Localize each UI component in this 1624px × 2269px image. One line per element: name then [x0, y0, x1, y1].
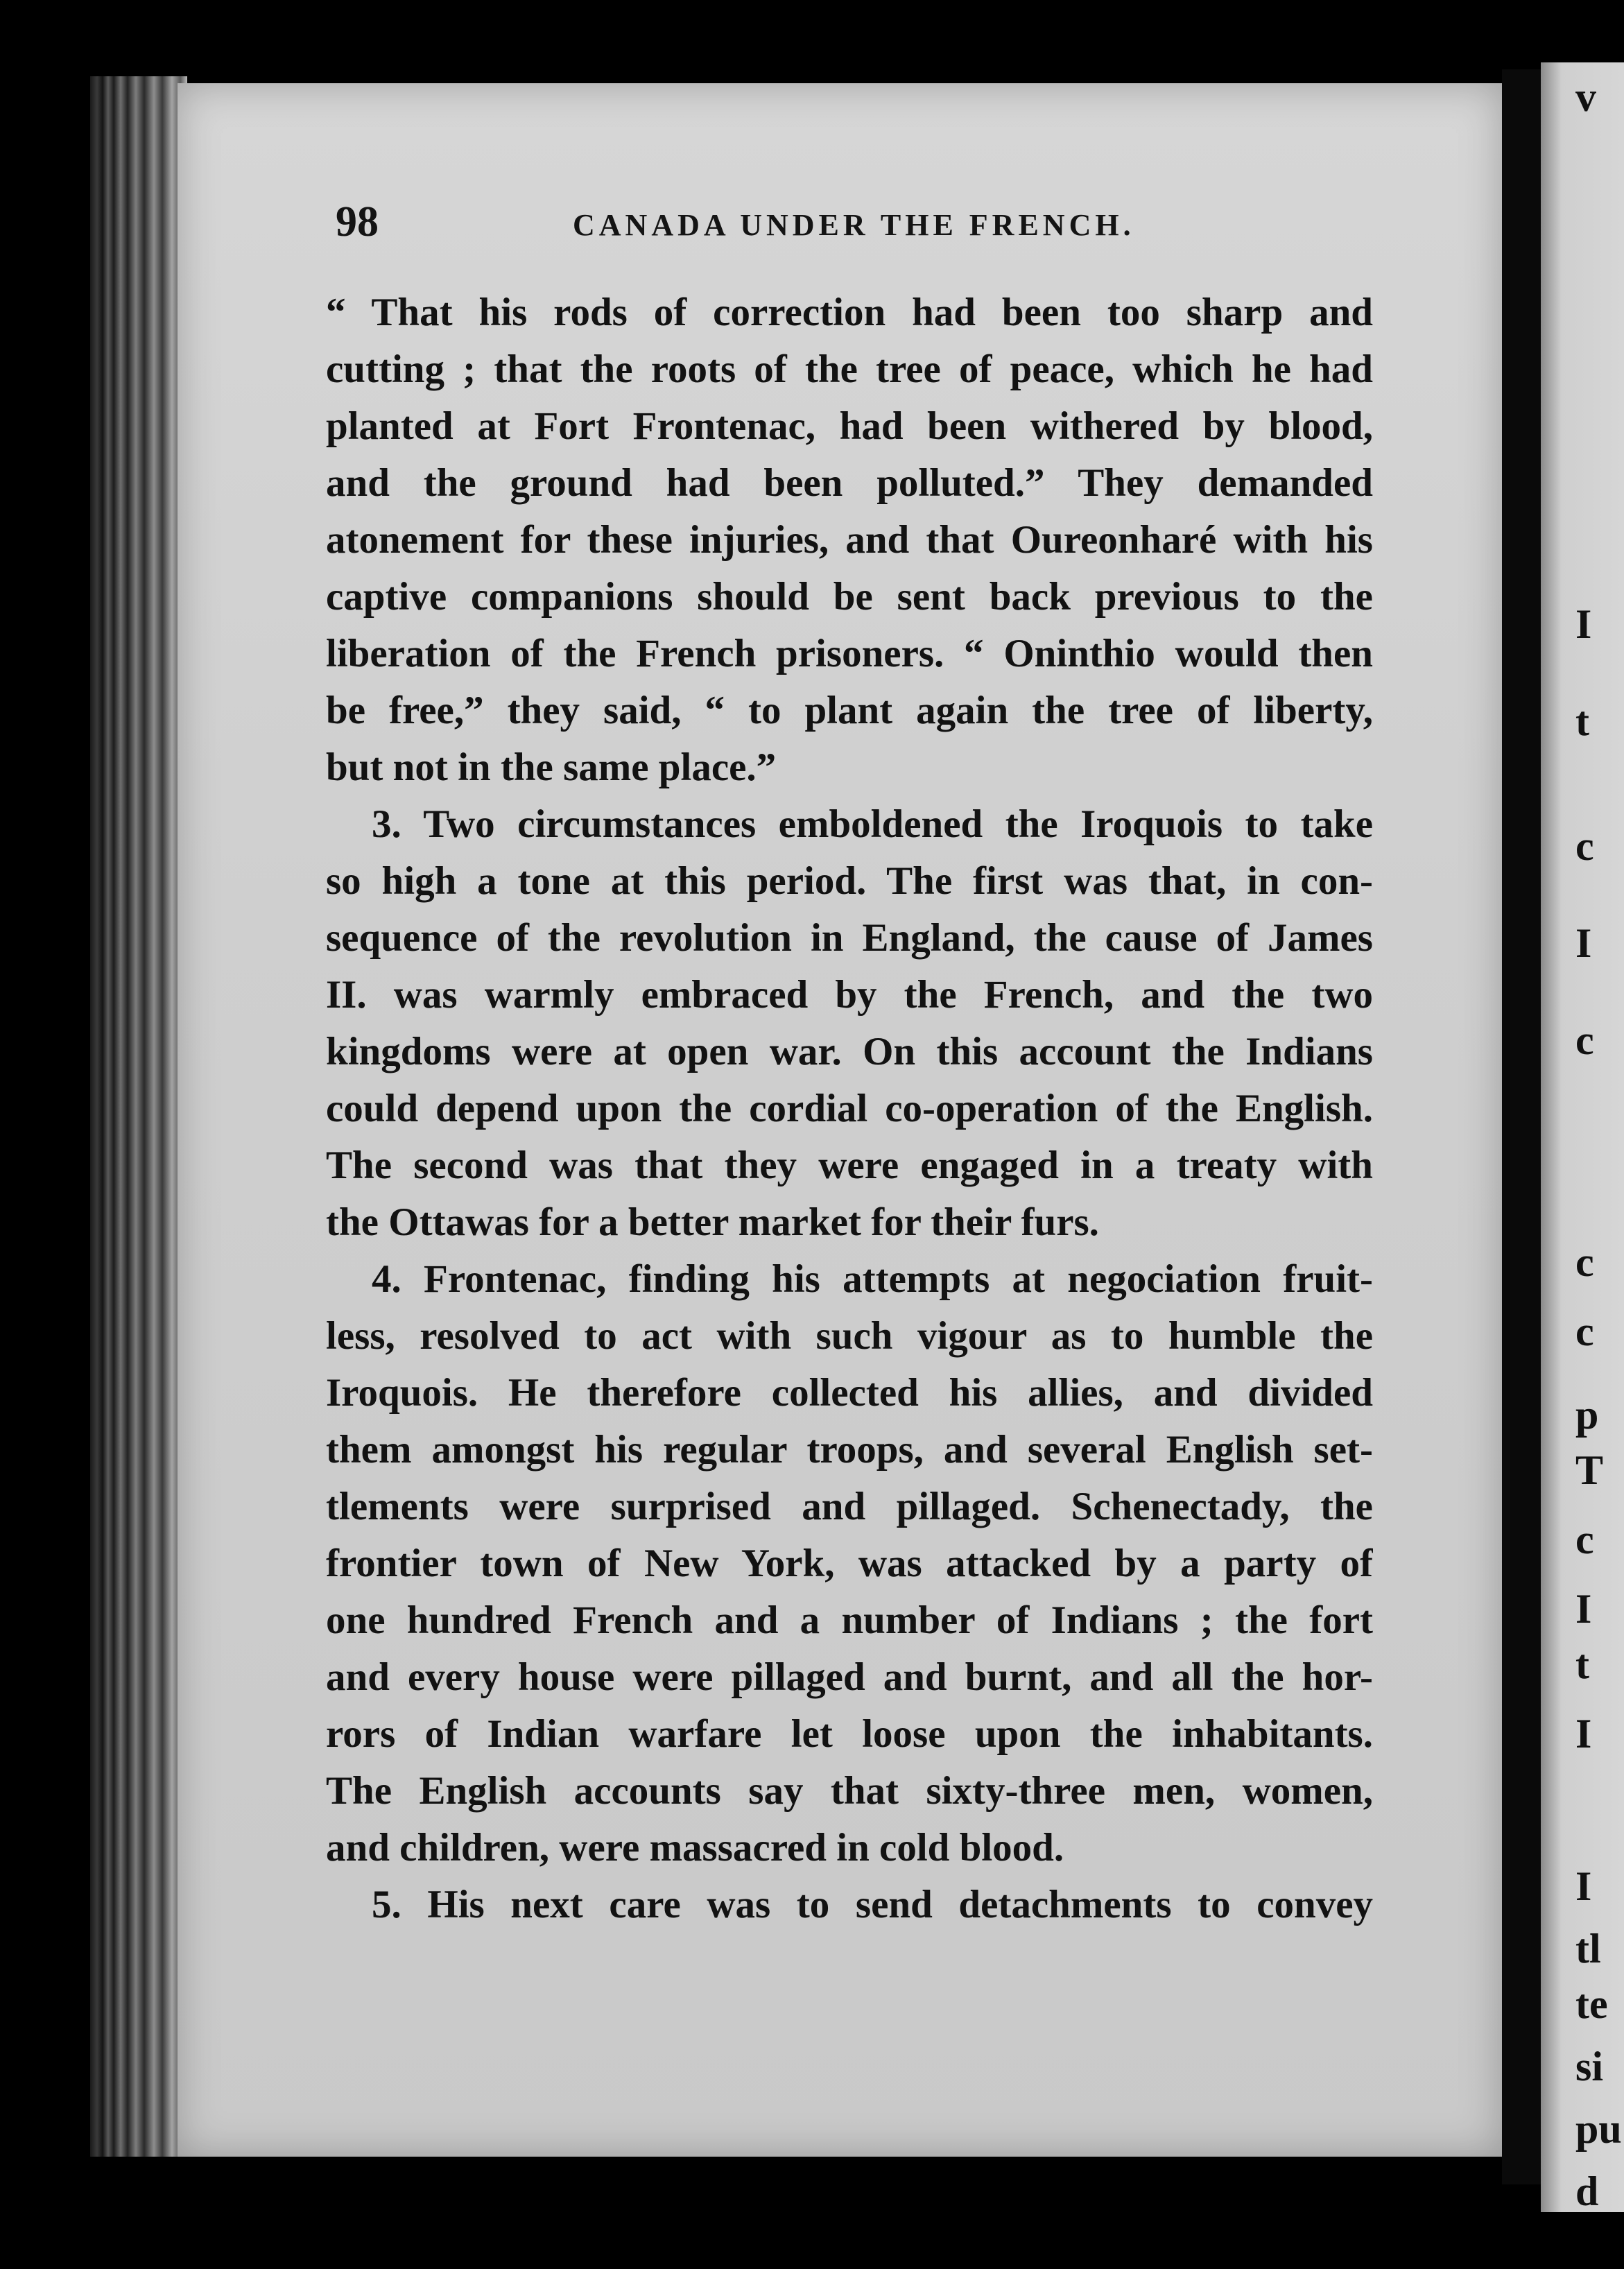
facing-page-fragment: c: [1575, 1239, 1594, 1285]
facing-page-fragment: v: [1575, 74, 1596, 120]
facing-page-fragment: c: [1575, 1017, 1594, 1063]
facing-page-fragment: te: [1575, 1981, 1608, 2027]
text-line: sequence of the revolution in England, the cause of James: [326, 916, 1373, 960]
text-line: planted at Fort Frontenac, had been withered by blood,: [326, 404, 1373, 448]
facing-page-fragment: tl: [1575, 1926, 1601, 1972]
text-line: but not in the same place.”: [326, 745, 777, 789]
facing-page-fragment: c: [1575, 823, 1594, 869]
page-number: 98: [336, 198, 379, 245]
facing-page-fragment: I: [1575, 1586, 1592, 1632]
text-line: 4. Frontenac, finding his attempts at negociation fruit-: [372, 1257, 1373, 1301]
facing-page-fragment: I: [1575, 1863, 1592, 1909]
text-line: and children, were massacred in cold blood.: [326, 1826, 1064, 1870]
body-text: [326, 284, 1373, 1933]
text-line: atonement for these injuries, and that Oureonharé with his: [326, 518, 1373, 562]
text-line: so high a tone at this period. The first was that, in con-: [326, 859, 1373, 903]
text-line: II. was warmly embraced by the French, and the two: [326, 973, 1373, 1017]
text-line: them amongst his regular troops, and several English set-: [326, 1428, 1373, 1472]
text-line: The English accounts say that sixty-three men, women,: [326, 1769, 1373, 1813]
text-line: and every house were pillaged and burnt, and all the hor-: [326, 1655, 1373, 1699]
facing-page-fragment: p: [1575, 1392, 1599, 1438]
text-line: be free,” they said, “ to plant again the tree of liberty,: [326, 689, 1373, 732]
text-line: captive companions should be sent back previous to the: [326, 575, 1373, 619]
running-head: CANADA UNDER THE FRENCH.: [573, 208, 1135, 242]
page-header: [336, 198, 1376, 253]
text-line: one hundred French and a number of Indians ; the fort: [326, 1598, 1373, 1642]
text-line: 5. His next care was to send detachments to convey: [372, 1883, 1373, 1926]
facing-page-fragment: d: [1575, 2168, 1599, 2214]
facing-page-fragment: c: [1575, 1309, 1594, 1354]
facing-page-fragment: T: [1575, 1447, 1604, 1493]
text-line: “ That his rods of correction had been too sharp and: [326, 291, 1373, 334]
page-edge-stack: [90, 76, 187, 2157]
facing-page-fragment: t: [1575, 698, 1589, 744]
facing-page-fragment: I: [1575, 1711, 1592, 1757]
text-line: frontier town of New York, was attacked by a party of: [326, 1542, 1373, 1585]
text-line: kingdoms were at open war. On this account the Indians: [326, 1030, 1373, 1073]
facing-page-edge: [1541, 62, 1624, 2212]
text-line: could depend upon the cordial co-operation of the English.: [326, 1087, 1373, 1130]
text-line: Iroquois. He therefore collected his allies, and divided: [326, 1371, 1373, 1415]
facing-page-fragment: t: [1575, 1641, 1589, 1687]
text-line: less, resolved to act with such vigour as to humble the: [326, 1314, 1373, 1358]
text-line: liberation of the French prisoners. “ Oninthio would then: [326, 632, 1373, 675]
facing-page-fragment: c: [1575, 1517, 1594, 1562]
text-line: The second was that they were engaged in a treaty with: [326, 1144, 1373, 1187]
text-line: cutting ; that the roots of the tree of peace, which he had: [326, 347, 1373, 391]
text-line: and the ground had been polluted.” They demanded: [326, 461, 1373, 505]
facing-page-fragment: I: [1575, 920, 1592, 966]
text-line: rors of Indian warfare let loose upon the inhabitants.: [326, 1712, 1373, 1756]
book-gutter: [1502, 69, 1541, 2184]
facing-page-fragment: I: [1575, 601, 1592, 647]
text-line: 3. Two circumstances emboldened the Iroquois to take: [372, 802, 1373, 846]
text-line: tlements were surprised and pillaged. Schenectady, the: [326, 1485, 1373, 1528]
facing-page-fragment: si: [1575, 2044, 1604, 2089]
facing-page-fragment: pu: [1575, 2106, 1622, 2152]
text-line: the Ottawas for a better market for their furs.: [326, 1200, 1099, 1244]
